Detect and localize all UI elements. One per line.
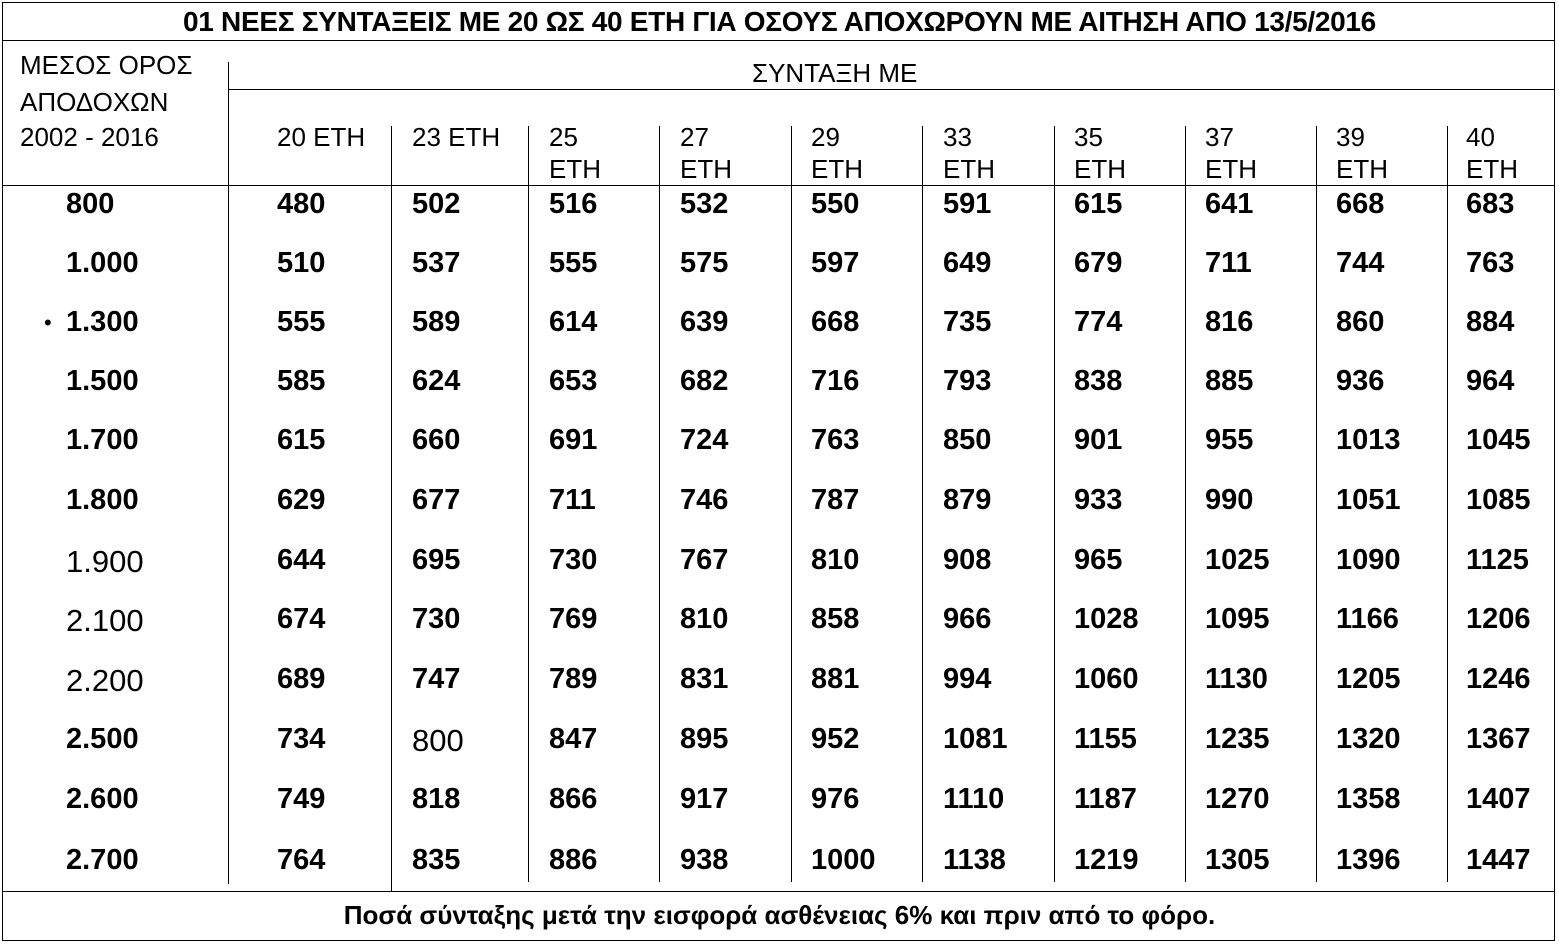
row-label: 2.200	[66, 663, 144, 698]
column-header-29	[811, 121, 863, 185]
table-cell: 744	[1336, 247, 1385, 279]
table-cell: 1358	[1336, 783, 1401, 815]
row-label-header-line: 2002 - 2016	[20, 122, 159, 152]
table-cell: 502	[412, 188, 461, 220]
table-cell: 1138	[943, 844, 1006, 876]
table-cell: 480	[277, 188, 326, 220]
title-divider	[2, 40, 1555, 41]
column-header-line: ΕΤΗ	[680, 154, 732, 184]
row-label: 1.300	[66, 306, 139, 338]
table-cell: 866	[549, 783, 598, 815]
label-column-divider	[228, 62, 229, 884]
table-cell: 976	[811, 783, 860, 815]
table-cell: 677	[412, 484, 461, 516]
table-cell: 885	[1205, 365, 1254, 397]
table-cell: 641	[1205, 188, 1254, 220]
table-cell: 1367	[1466, 723, 1531, 755]
table-cell: 747	[412, 663, 461, 695]
table-cell: 860	[1336, 306, 1385, 338]
table-cell: 767	[680, 544, 729, 576]
table-cell: 1051	[1336, 484, 1401, 516]
table-cell: 660	[412, 424, 461, 456]
table-cell: 639	[680, 306, 729, 338]
table-cell: 966	[943, 603, 992, 635]
table-cell: 800	[412, 723, 464, 758]
table-cell: 1206	[1466, 603, 1531, 635]
table-cell: 644	[277, 544, 326, 576]
table-cell: 1013	[1336, 424, 1401, 456]
table-cell: 965	[1074, 544, 1123, 576]
table-cell: 818	[412, 783, 461, 815]
table-cell: 730	[412, 603, 461, 635]
table-cell: 746	[680, 484, 729, 516]
table-cell: 555	[549, 247, 598, 279]
table-cell: 550	[811, 188, 860, 220]
column-header-line: 37	[1205, 122, 1234, 152]
table-cell: 838	[1074, 365, 1123, 397]
table-cell: 835	[412, 844, 461, 876]
table-cell: 537	[412, 247, 461, 279]
row-label-header-line: ΑΠΟΔΟΧΩΝ	[20, 87, 169, 117]
column-divider	[1316, 126, 1317, 882]
table-cell: 749	[277, 783, 326, 815]
table-cell: 591	[943, 188, 992, 220]
row-label: 2.600	[66, 783, 139, 815]
table-cell: 1130	[1205, 663, 1268, 695]
table-cell: 1000	[811, 844, 876, 876]
table-cell: 555	[277, 306, 326, 338]
table-cell: 764	[277, 844, 326, 876]
table-cell: 716	[811, 365, 860, 397]
table-cell: 793	[943, 365, 992, 397]
table-cell: 711	[549, 484, 596, 516]
table-cell: 1235	[1205, 723, 1270, 755]
table-cell: 624	[412, 365, 461, 397]
table-cell: 689	[277, 663, 326, 695]
table-cell: 649	[943, 247, 992, 279]
table-cell: 682	[680, 365, 729, 397]
table-cell: 1396	[1336, 844, 1401, 876]
table-cell: 730	[549, 544, 598, 576]
table-cell: 763	[811, 424, 860, 456]
table-cell: 964	[1466, 365, 1515, 397]
table-cell: 884	[1466, 306, 1515, 338]
table-cell: 938	[680, 844, 729, 876]
table-cell: 994	[943, 663, 992, 695]
column-divider	[659, 126, 660, 882]
table-cell: 895	[680, 723, 729, 755]
table-cell: 917	[680, 783, 729, 815]
table-cell: 532	[680, 188, 729, 220]
table-cell: 691	[549, 424, 598, 456]
table-cell: 1085	[1466, 484, 1531, 516]
table-cell: 510	[277, 247, 326, 279]
table-cell: 1045	[1466, 424, 1531, 456]
table-cell: 1407	[1466, 783, 1531, 815]
table-frame	[2, 2, 1555, 941]
column-divider	[1447, 126, 1448, 882]
row-label-header-line: ΜΕΣΟΣ ΟΡΟΣ	[20, 50, 193, 80]
table-cell: 711	[1205, 247, 1252, 279]
row-label: 1.500	[66, 365, 139, 397]
column-header-line: 33	[943, 122, 972, 152]
table-cell: 1090	[1336, 544, 1401, 576]
table-cell: 1081	[943, 723, 1008, 755]
table-cell: 679	[1074, 247, 1123, 279]
column-header-33	[943, 121, 995, 185]
column-header-27	[680, 121, 732, 185]
table-cell: 1447	[1466, 844, 1531, 876]
table-cell: 629	[277, 484, 326, 516]
table-cell: 695	[412, 544, 461, 576]
column-header-40	[1466, 121, 1518, 185]
table-cell: 1060	[1074, 663, 1139, 695]
page-title: 01 ΝΕΕΣ ΣΥΝΤΑΞΕΙΣ ΜΕ 20 ΩΣ 40 ΕΤΗ ΓΙΑ ΟΣΟΥΣ ΑΠΟΧΩΡΟΥΝ ΜΕ ΑΙΤΗΣΗ ΑΠΟ 13/5/2016	[183, 6, 1376, 37]
column-header-line: ΕΤΗ	[943, 154, 995, 184]
column-divider	[1054, 126, 1055, 882]
table-cell: 1305	[1205, 844, 1270, 876]
table-cell: 589	[412, 306, 461, 338]
table-cell: 847	[549, 723, 598, 755]
table-cell: 1125	[1466, 544, 1529, 576]
table-cell: 787	[811, 484, 860, 516]
row-label: 2.500	[66, 723, 139, 755]
row-label: 800	[66, 188, 115, 220]
column-header-line: 29	[811, 122, 840, 152]
column-header-37	[1205, 121, 1257, 185]
table-cell: 933	[1074, 484, 1123, 516]
table-cell: 1205	[1336, 663, 1401, 695]
row-label: 1.800	[66, 484, 139, 516]
column-header-line: ΕΤΗ	[1336, 154, 1388, 184]
group-header: ΣΥΝΤΑΞΗ ΜΕ	[752, 58, 918, 88]
column-header-line: ΕΤΗ	[1466, 154, 1518, 184]
table-cell: 1155	[1074, 723, 1137, 755]
table-cell: 516	[549, 188, 598, 220]
table-cell: 901	[1074, 424, 1123, 456]
table-cell: 990	[1205, 484, 1254, 516]
table-cell: 1246	[1466, 663, 1531, 695]
table-cell: 724	[680, 424, 729, 456]
column-divider	[528, 126, 529, 882]
table-cell: 615	[277, 424, 326, 456]
row-label: 1.000	[66, 247, 139, 279]
table-cell: 774	[1074, 306, 1123, 338]
column-header-39	[1336, 121, 1388, 185]
column-header-line: ΕΤΗ	[811, 154, 863, 184]
table-cell: 831	[680, 663, 729, 695]
footer-note: Ποσά σύνταξης μετά την εισφορά ασθένειας 6% και πριν από το φόρο.	[343, 900, 1216, 930]
header-divider	[2, 185, 1555, 186]
table-cell: 1270	[1205, 783, 1270, 815]
table-cell: 816	[1205, 306, 1254, 338]
column-header-line: 27	[680, 122, 709, 152]
table-cell: 908	[943, 544, 992, 576]
column-header-line: 23 ΕΤΗ	[412, 122, 501, 152]
table-cell: 1320	[1336, 723, 1401, 755]
table-cell: 955	[1205, 424, 1254, 456]
table-cell: 1219	[1074, 844, 1139, 876]
table-cell: 1166	[1336, 603, 1399, 635]
table-cell: 936	[1336, 365, 1385, 397]
column-divider	[391, 126, 392, 892]
table-cell: 668	[1336, 188, 1385, 220]
column-header-line: ΕΤΗ	[1074, 154, 1126, 184]
row-label: 2.100	[66, 603, 144, 638]
table-cell: 585	[277, 365, 326, 397]
table-cell: 881	[811, 663, 860, 695]
table-cell: 879	[943, 484, 992, 516]
table-cell: 1025	[1205, 544, 1270, 576]
column-header-line: 40	[1466, 122, 1495, 152]
table-cell: 1187	[1074, 783, 1137, 815]
column-divider	[1185, 126, 1186, 882]
footer-divider	[2, 891, 1555, 892]
table-cell: 810	[680, 603, 729, 635]
table-cell: 810	[811, 544, 860, 576]
table-cell: 735	[943, 306, 992, 338]
table-cell: 683	[1466, 188, 1515, 220]
table-cell: 597	[811, 247, 860, 279]
row-bullet: •	[44, 310, 52, 335]
table-cell: 1110	[943, 783, 1005, 815]
column-header-25	[549, 121, 601, 185]
column-header-line: 25	[549, 122, 578, 152]
row-label: 1.700	[66, 424, 139, 456]
table-cell: 952	[811, 723, 860, 755]
table-cell: 1028	[1074, 603, 1139, 635]
table-cell: 763	[1466, 247, 1515, 279]
table-cell: 615	[1074, 188, 1123, 220]
table-cell: 614	[549, 306, 598, 338]
table-cell: 789	[549, 663, 598, 695]
table-cell: 858	[811, 603, 860, 635]
column-header-line: ΕΤΗ	[1205, 154, 1257, 184]
column-header-line: 35	[1074, 122, 1103, 152]
column-header-line: ΕΤΗ	[549, 154, 601, 184]
table-cell: 674	[277, 603, 326, 635]
table-cell: 886	[549, 844, 598, 876]
table-cell: 734	[277, 723, 326, 755]
row-label: 2.700	[66, 844, 139, 876]
table-cell: 769	[549, 603, 598, 635]
table-cell: 850	[943, 424, 992, 456]
column-header-line: 39	[1336, 122, 1365, 152]
column-divider	[922, 126, 923, 882]
table-cell: 668	[811, 306, 860, 338]
column-header-23	[412, 121, 500, 153]
row-label: 1.900	[66, 544, 144, 579]
table-cell: 575	[680, 247, 729, 279]
table-cell: 653	[549, 365, 598, 397]
column-divider	[791, 126, 792, 882]
table-cell: 1095	[1205, 603, 1270, 635]
column-header-20	[277, 121, 365, 153]
column-header-line: 20 ΕΤΗ	[277, 122, 366, 152]
column-header-35	[1074, 121, 1126, 185]
